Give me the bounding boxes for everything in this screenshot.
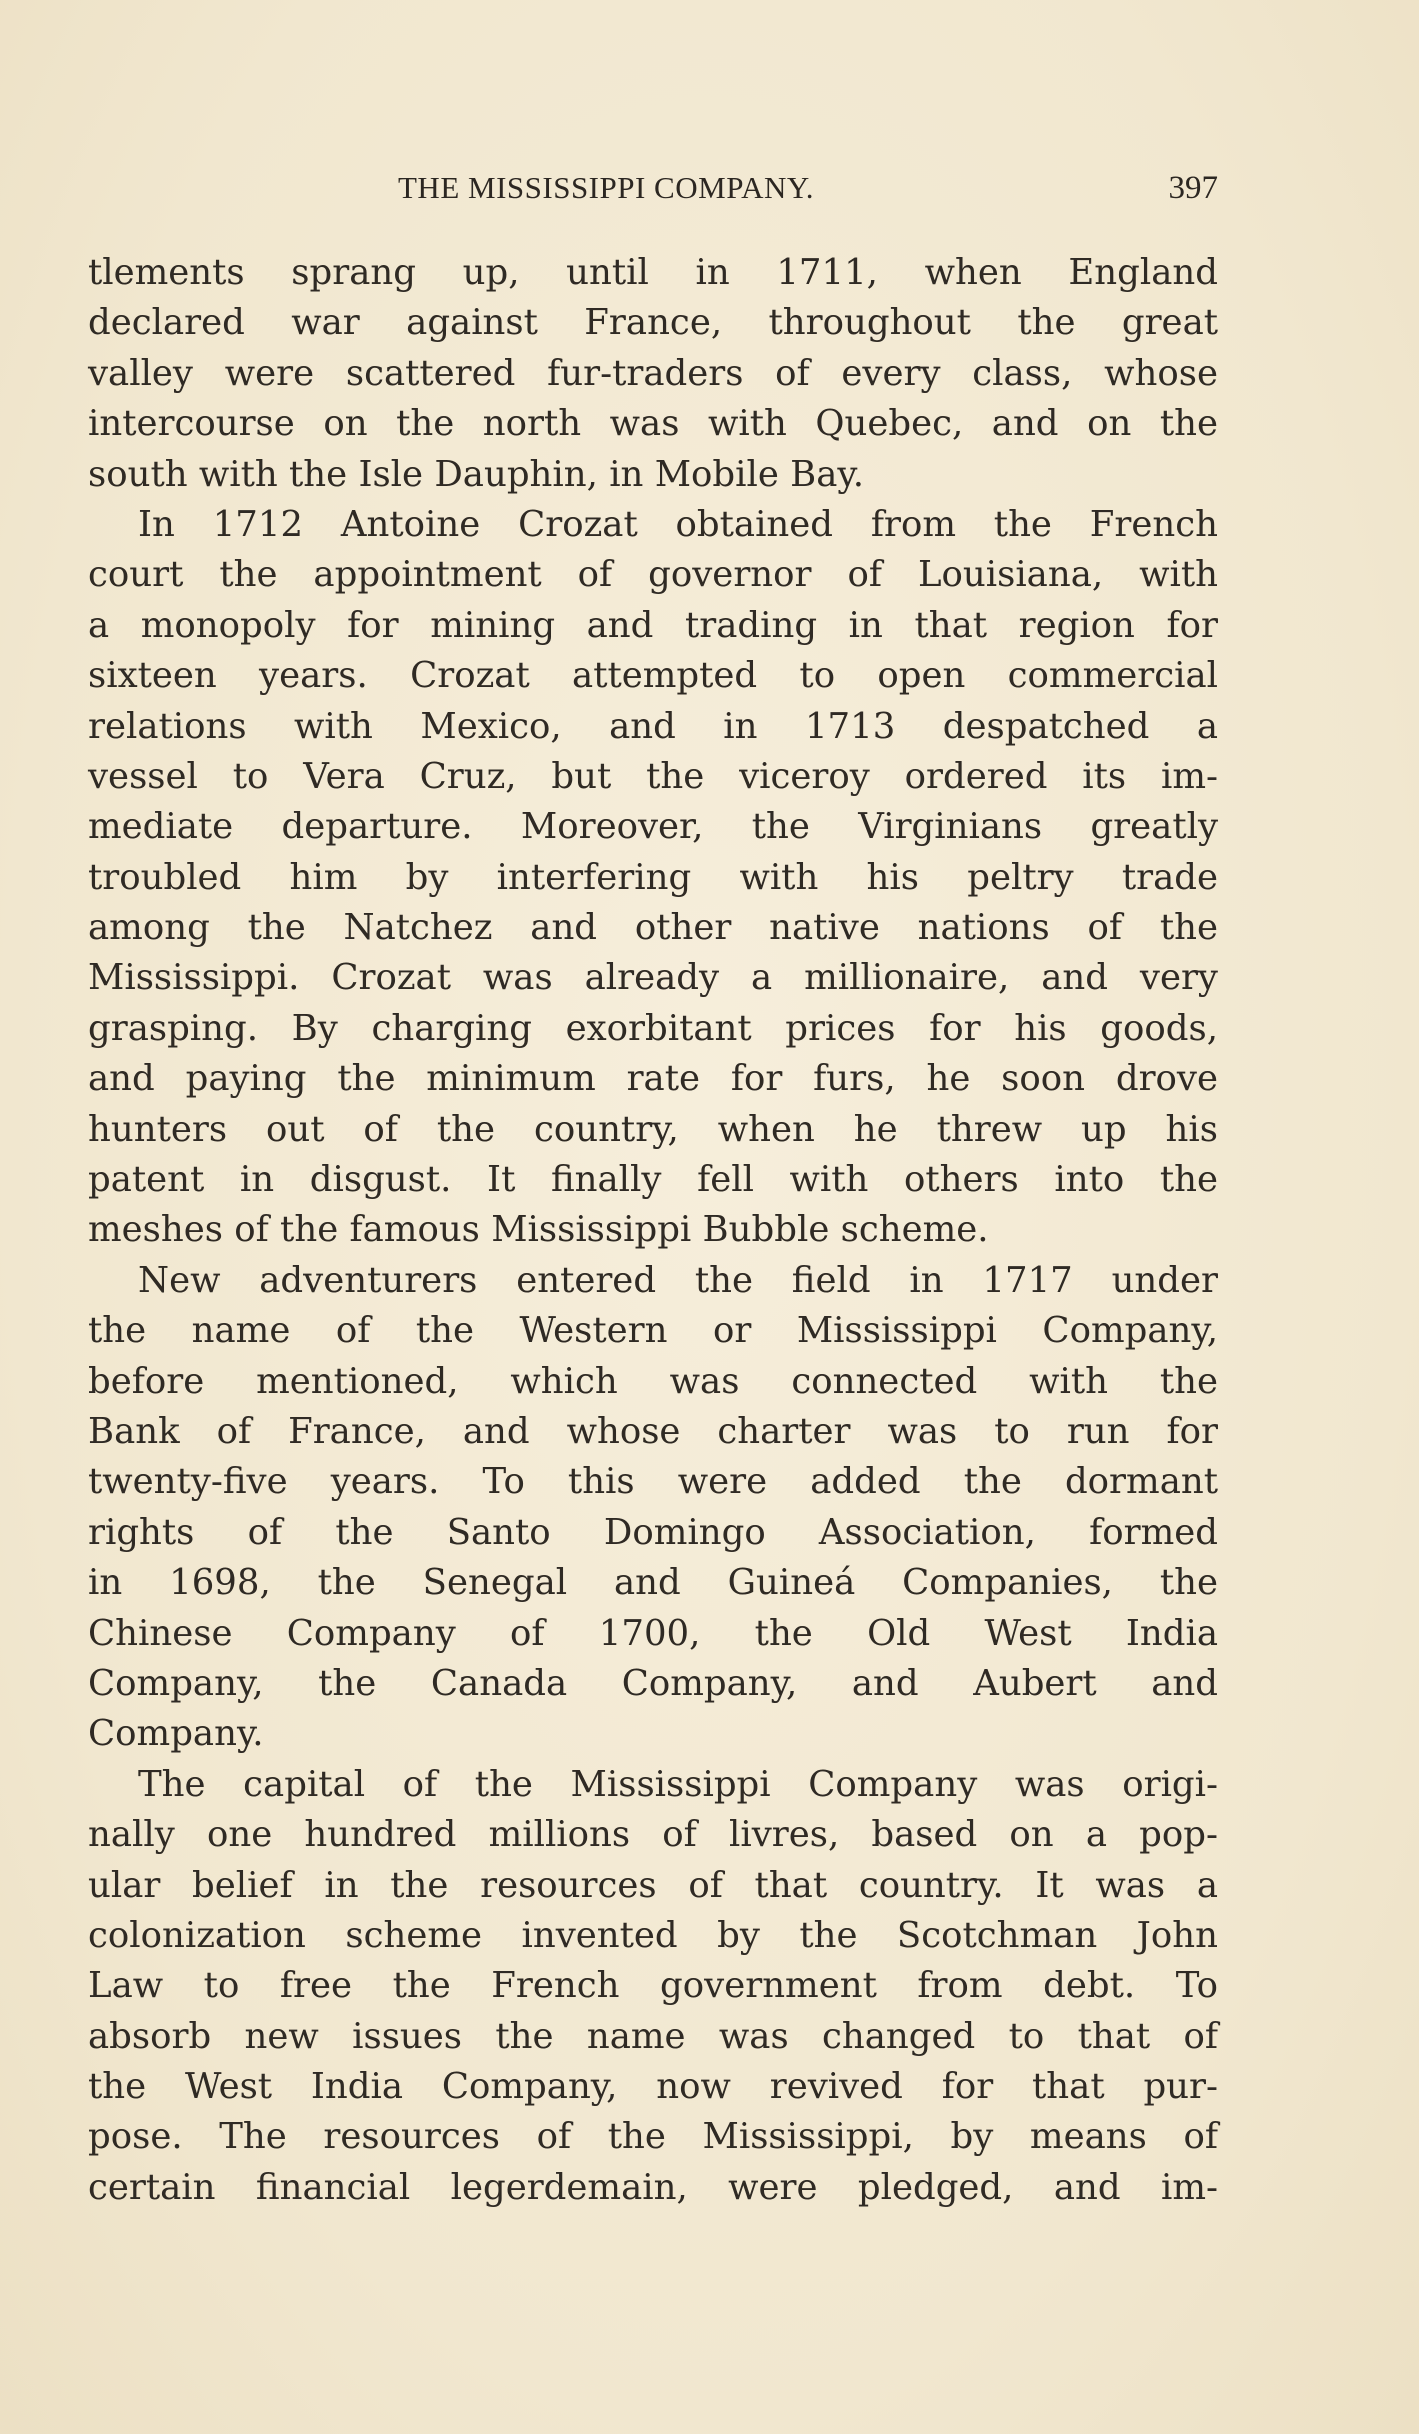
text-line: before mentioned, which was connected with the <box>88 1360 1218 1402</box>
text-line: grasping. By charging exorbitant prices for his goods, <box>88 1007 1218 1049</box>
text-line: patent in disgust. It finally fell with others into the <box>88 1159 1218 1201</box>
text-line: in 1698, the Senegal and Guineá Companies, the <box>88 1562 1218 1604</box>
running-title: THE MISSISSIPPI COMPANY. <box>398 170 814 205</box>
body-text <box>88 248 1218 2213</box>
text-line: certain financial legerdemain, were pledged, and im- <box>88 2166 1218 2208</box>
text-line: hunters out of the country, when he threw up his <box>88 1108 1218 1150</box>
text-line: the name of the Western or Mississippi Company, <box>88 1310 1218 1352</box>
text-line: court the appointment of governor of Louisiana, with <box>88 554 1218 596</box>
text-line: Company, the Canada Company, and Aubert and <box>88 1662 1218 1704</box>
text-line: declared war against France, throughout the great <box>88 302 1218 344</box>
text-line: rights of the Santo Domingo Association, formed <box>88 1511 1218 1553</box>
text-line: pose. The resources of the Mississippi, by means of <box>88 2116 1218 2158</box>
text-line: nally one hundred millions of livres, based on a pop- <box>88 1814 1218 1856</box>
text-line: vessel to Vera Cruz, but the viceroy ordered its im- <box>88 755 1218 797</box>
text-line: troubled him by interfering with his peltry trade <box>88 856 1218 898</box>
text-line: among the Natchez and other native nations of the <box>88 907 1218 949</box>
text-line: Bank of France, and whose charter was to run for <box>88 1410 1218 1452</box>
text-line: Mississippi. Crozat was already a millionaire, and very <box>88 957 1218 999</box>
text-line: the West India Company, now revived for that pur- <box>88 2066 1218 2108</box>
text-line: sixteen years. Crozat attempted to open commercial <box>88 655 1218 697</box>
text-line: twenty-five years. To this were added the dormant <box>88 1461 1218 1503</box>
text-line: and paying the minimum rate for furs, he soon drove <box>88 1058 1218 1100</box>
text-line: south with the Isle Dauphin, in Mobile Bay. <box>88 453 865 495</box>
text-line: absorb new issues the name was changed to that of <box>88 2015 1218 2057</box>
text-line: Company. <box>88 1713 264 1755</box>
text-line: intercourse on the north was with Quebec, and on the <box>88 403 1218 445</box>
page-number: 397 <box>1168 170 1218 206</box>
text-line: Chinese Company of 1700, the Old West India <box>88 1612 1218 1654</box>
text-line: The capital of the Mississippi Company was origi- <box>138 1763 1218 1805</box>
page-header <box>88 170 1218 220</box>
text-line: meshes of the famous Mississippi Bubble scheme. <box>88 1209 989 1251</box>
text-line: ular belief in the resources of that country. It was a <box>88 1864 1218 1906</box>
text-line: New adventurers entered the field in 1717 under <box>138 1259 1218 1301</box>
text-line: Law to free the French government from debt. To <box>88 1965 1218 2007</box>
text-line: mediate departure. Moreover, the Virginians greatly <box>88 806 1218 848</box>
text-line: In 1712 Antoine Crozat obtained from the French <box>138 503 1218 545</box>
text-line: tlements sprang up, until in 1711, when England <box>88 252 1218 293</box>
text-line: a monopoly for mining and trading in that region for <box>88 604 1218 646</box>
text-line: colonization scheme invented by the Scotchman John <box>88 1914 1218 1956</box>
text-line: valley were scattered fur-traders of every class, whose <box>88 352 1218 394</box>
text-line: relations with Mexico, and in 1713 despatched a <box>88 705 1218 747</box>
